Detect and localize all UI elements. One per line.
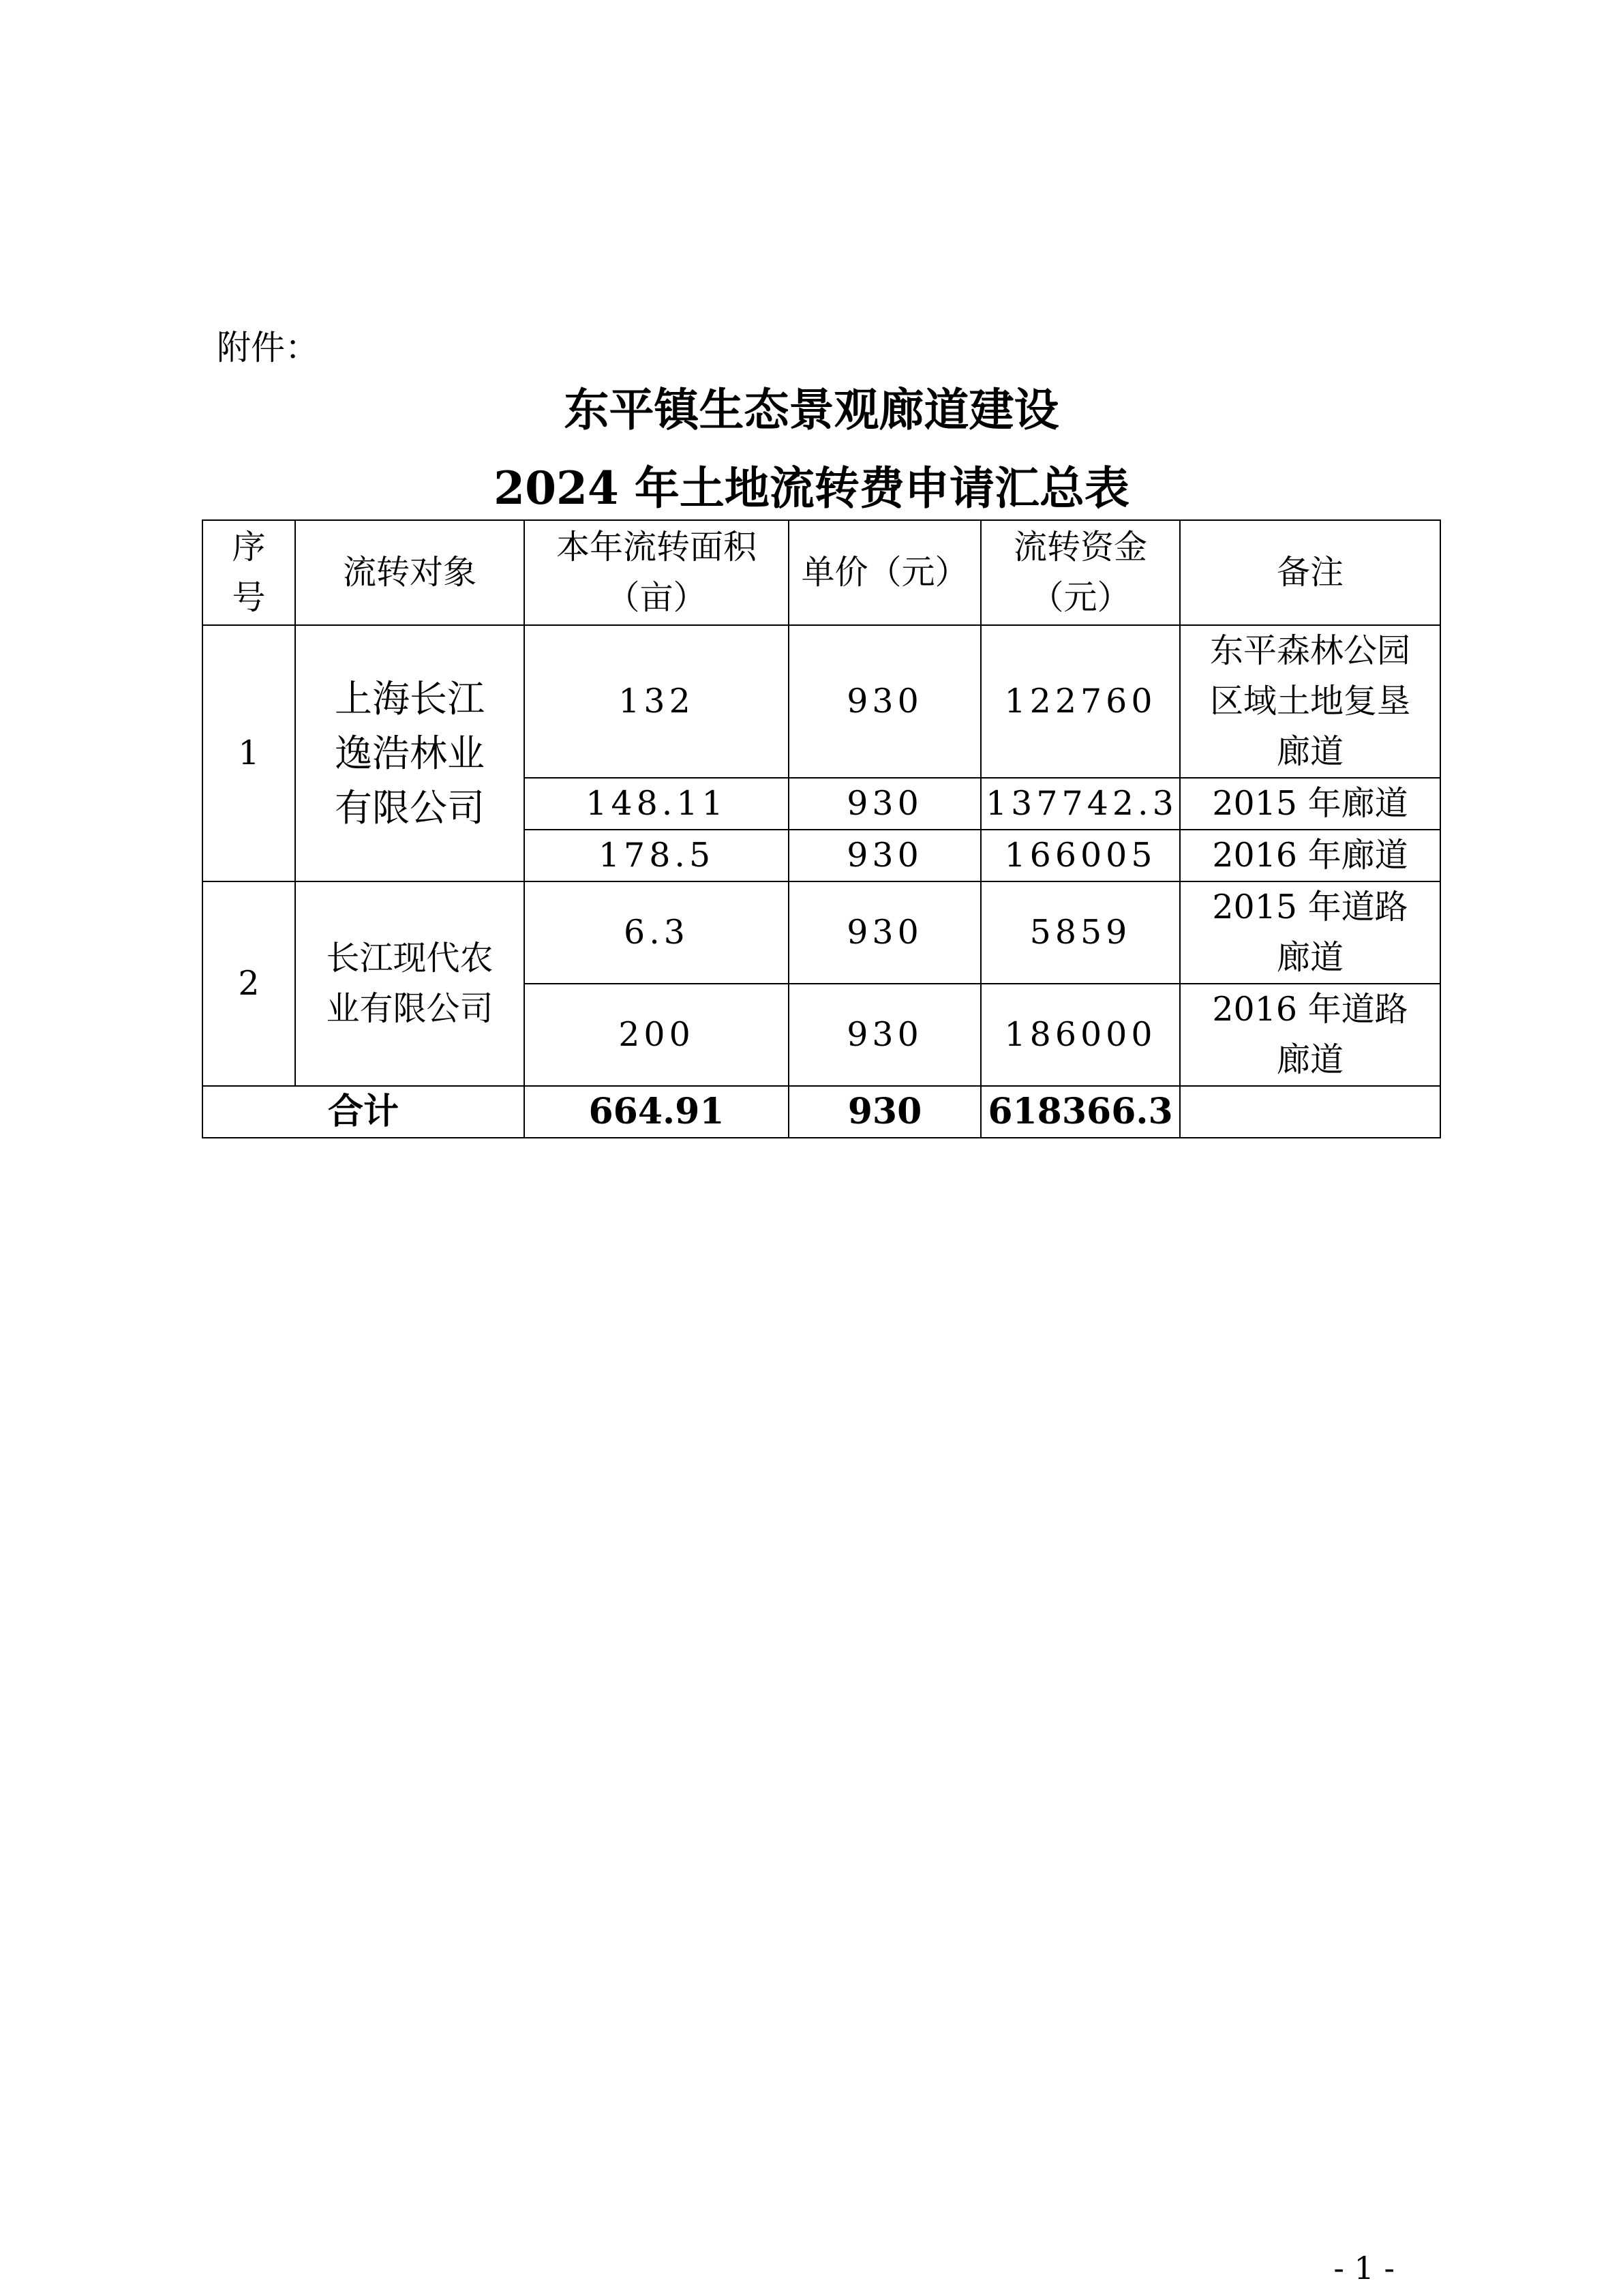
cell-price: 930 <box>789 778 981 830</box>
total-remark <box>1180 1086 1440 1138</box>
cell-area: 6.3 <box>524 881 789 984</box>
page-number: - 1 - <box>1333 2250 1395 2286</box>
cell-area: 178.5 <box>524 830 789 881</box>
group1-seq: 1 <box>202 625 295 881</box>
cell-remark: 2016 年廊道 <box>1180 830 1440 881</box>
header-remark: 备注 <box>1180 520 1440 625</box>
total-price: 930 <box>789 1086 981 1138</box>
document-title-line2: 2024 年土地流转费申请汇总表 <box>494 462 1129 515</box>
cell-area: 200 <box>524 984 789 1086</box>
cell-remark: 2016 年道路 廊道 <box>1180 984 1440 1086</box>
cell-funds: 5859 <box>981 881 1180 984</box>
header-funds: 流转资金 （元） <box>981 520 1180 625</box>
table-header-row <box>202 520 1440 625</box>
attachment-label: 附件： <box>217 328 319 367</box>
group2-seq: 2 <box>202 881 295 1086</box>
header-area: 本年流转面积 （亩） <box>524 520 789 625</box>
cell-price: 930 <box>789 830 981 881</box>
cell-remark: 2015 年廊道 <box>1180 778 1440 830</box>
header-object: 流转对象 <box>295 520 524 625</box>
cell-funds: 137742.3 <box>981 778 1180 830</box>
cell-price: 930 <box>789 881 981 984</box>
cell-remark: 2015 年道路 廊道 <box>1180 881 1440 984</box>
cell-area: 148.11 <box>524 778 789 830</box>
total-funds: 618366.3 <box>981 1086 1180 1138</box>
document-title-line1: 东平镇生态景观廊道建设 <box>564 383 1059 436</box>
cell-remark: 东平森林公园 区域土地复垦 廊道 <box>1180 625 1440 778</box>
cell-funds: 166005 <box>981 830 1180 881</box>
header-price: 单价（元） <box>789 520 981 625</box>
total-label: 合计 <box>202 1086 524 1138</box>
table-row <box>202 625 1440 778</box>
group2-object: 长江现代农 业有限公司 <box>295 881 524 1086</box>
total-area: 664.91 <box>524 1086 789 1138</box>
land-transfer-summary-table <box>202 519 1441 1138</box>
cell-area: 132 <box>524 625 789 778</box>
cell-funds: 122760 <box>981 625 1180 778</box>
header-seq: 序 号 <box>202 520 295 625</box>
table-row <box>202 881 1440 984</box>
table-total-row <box>202 1086 1440 1138</box>
cell-price: 930 <box>789 984 981 1086</box>
cell-price: 930 <box>789 625 981 778</box>
group1-object: 上海长江 逸浩林业 有限公司 <box>295 625 524 881</box>
cell-funds: 186000 <box>981 984 1180 1086</box>
